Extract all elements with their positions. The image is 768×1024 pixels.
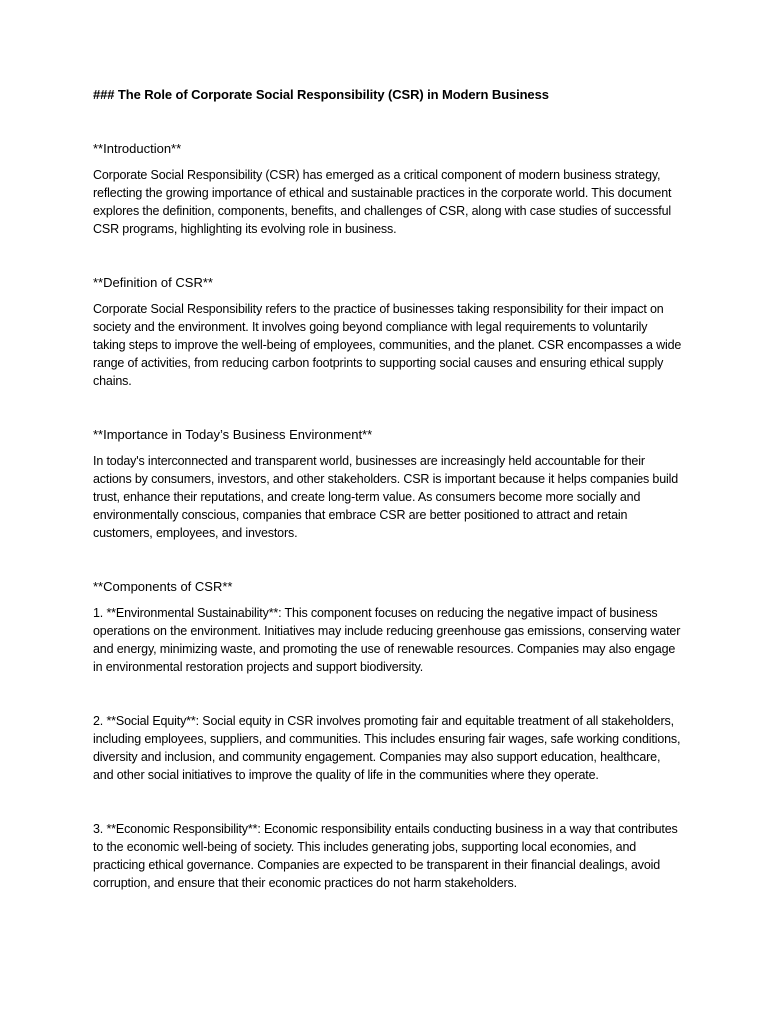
list-item: 3. **Economic Responsibility**: Economic responsibility entails conducting business in a way that contributes to the economic well-being of society. This includes generating jobs, supporting local economies, and practicing ethical governance. Companies are expected to be transparent in their financial dealings, avoid corruption, and ensure that their economic practices do not harm stakeholders. <box>93 822 678 890</box>
document-title: ### The Role of Corporate Social Responsibility (CSR) in Modern Business <box>93 87 549 102</box>
document-page <box>93 86 683 892</box>
section-heading: **Introduction** <box>93 141 182 156</box>
section-paragraph: Corporate Social Responsibility (CSR) has emerged as a critical component of modern business strategy, reflecting the growing importance of ethical and sustainable practices in the corporate world. This document explores the definition, components, benefits, and challenges of CSR, along with case studies of successful CSR programs, highlighting its evolving role in business. <box>93 168 672 236</box>
list-item: 2. **Social Equity**: Social equity in CSR involves promoting fair and equitable treatment of all stakeholders, including employees, suppliers, and communities. This includes ensuring fair wages, safe working conditions, diversity and inclusion, and community engagement. Companies may also support education, healthcare, and other social initiatives to improve the quality of life in the communities where they operate. <box>93 714 681 782</box>
section-components <box>93 578 683 892</box>
section-heading: **Importance in Today’s Business Environment** <box>93 427 373 442</box>
section-paragraph: Corporate Social Responsibility refers to the practice of businesses taking responsibility for their impact on society and the environment. It involves going beyond compliance with legal requirements to voluntarily taking steps to improve the well-being of employees, communities, and the planet. CSR encompasses a wide range of activities, from reducing carbon footprints to supporting social causes and ensuring ethical supply chains. <box>93 302 682 388</box>
section-introduction <box>93 140 683 238</box>
list-item: 1. **Environmental Sustainability**: This component focuses on reducing the negative impact of business operations on the environment. Initiatives may include reducing greenhouse gas emissions, conserving water and energy, minimizing waste, and promoting the use of renewable resources. Companies may also engage in environmental restoration projects and support biodiversity. <box>93 606 681 674</box>
section-importance <box>93 426 683 542</box>
section-paragraph: In today's interconnected and transparent world, businesses are increasingly held accountable for their actions by consumers, investors, and other stakeholders. CSR is important because it helps companies build trust, enhance their reputations, and create long-term value. As consumers become more socially and environmentally conscious, companies that embrace CSR are better positioned to attract and retain customers, employees, and investors. <box>93 454 679 540</box>
section-heading: **Components of CSR** <box>93 579 233 594</box>
section-definition <box>93 274 683 390</box>
section-heading: **Definition of CSR** <box>93 275 213 290</box>
